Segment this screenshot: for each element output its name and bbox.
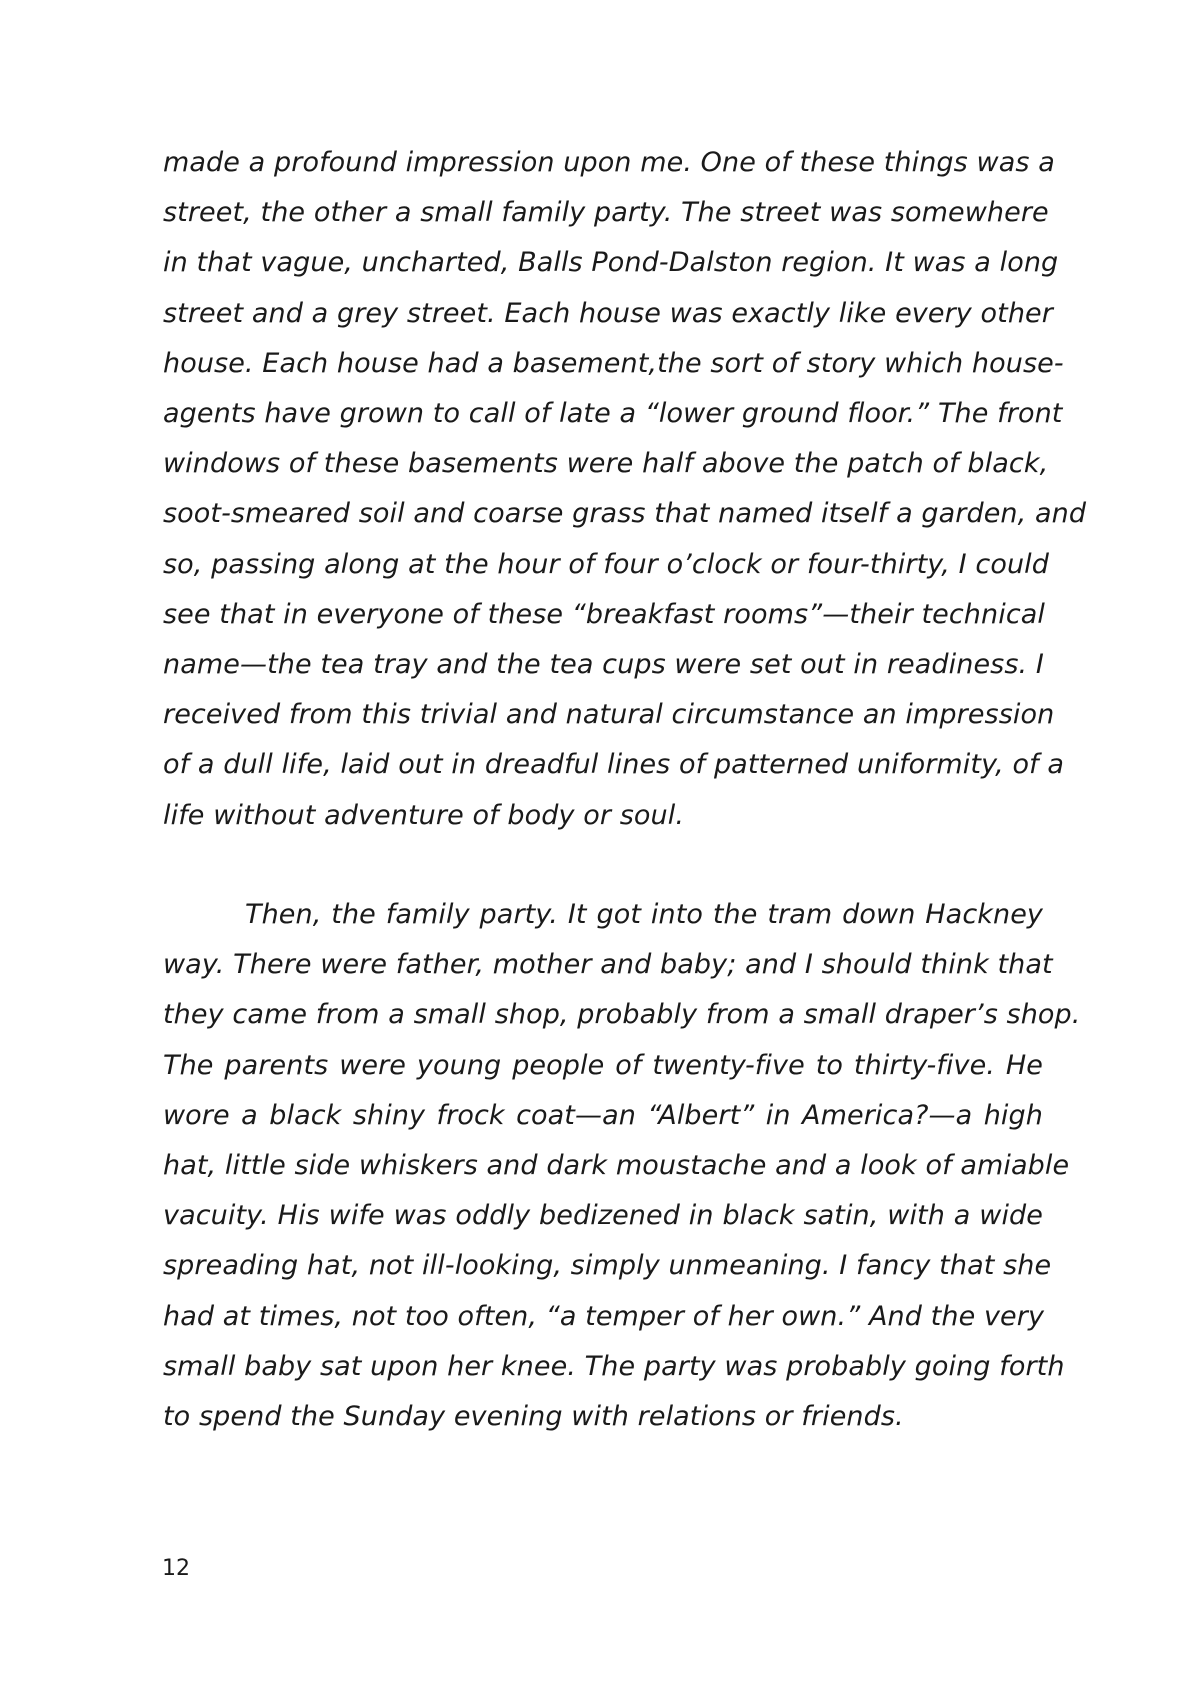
paragraph-line: street, the other a small family party. The street was somewhere (163, 197, 1049, 229)
paragraph-line: see that in everyone of these “breakfast rooms”—their technical (163, 598, 1046, 630)
paragraph-line: made a profound impression upon me. One of these things was a (163, 147, 1055, 178)
paragraph-line: The parents were young people of twenty-five to thirty-five. He (163, 1049, 1043, 1081)
page-number: 12 (162, 1556, 190, 1581)
paragraph-line: hat, little side whiskers and dark moustache and a look of amiable (163, 1150, 1070, 1182)
paragraph-line: street and a grey street. Each house was exactly like every other (163, 297, 1053, 329)
paragraph-line: spreading hat, not ill-looking, simply unmeaning. I fancy that she (163, 1250, 1052, 1282)
paragraph-line: Then, the family party. It got into the tram down Hackney (245, 899, 1043, 930)
paragraph-1 (163, 138, 1087, 841)
paragraph-line: house. Each house had a basement,the sort of story which house- (163, 347, 1064, 379)
paragraph-line: of a dull life, laid out in dreadful lines of patterned uniformity, of a (163, 749, 1064, 781)
paragraph-line: had at times, not too often, “a temper of her own.” And the very (163, 1300, 1045, 1332)
paragraph-line: agents have grown to call of late a “lower ground floor.” The front (163, 398, 1063, 430)
paragraph-line: vacuity. His wife was oddly bedizened in black satin, with a wide (163, 1200, 1043, 1232)
paragraph-line: life without adventure of body or soul. (163, 799, 685, 831)
paragraph-line: way. There were father, mother and baby; and I should think that (163, 949, 1053, 981)
paragraph-line: in that vague, uncharted, Balls Pond-Dalston region. It was a long (163, 247, 1059, 279)
paragraph-line: soot-smeared soil and coarse grass that named itself a garden, and (163, 498, 1087, 530)
paragraph-line: to spend the Sunday evening with relations or friends. (163, 1401, 904, 1433)
paragraph-line: received from this trivial and natural circumstance an impression (163, 699, 1055, 731)
paragraph-line: they came from a small shop, probably from a small draper’s shop. (163, 999, 1081, 1031)
paragraph-line: windows of these basements were half above the patch of black, (163, 448, 1049, 480)
paragraph-line: wore a black shiny frock coat—an “Albert” in America?—a high (163, 1099, 1043, 1131)
paragraph-2 (163, 890, 1081, 1442)
paragraph-line: so, passing along at the hour of four o’clock or four-thirty, I could (163, 548, 1049, 580)
paragraph-line: name—the tea tray and the tea cups were set out in readiness. I (163, 649, 1044, 681)
paragraph-line: small baby sat upon her knee. The party was probably going forth (163, 1350, 1065, 1382)
